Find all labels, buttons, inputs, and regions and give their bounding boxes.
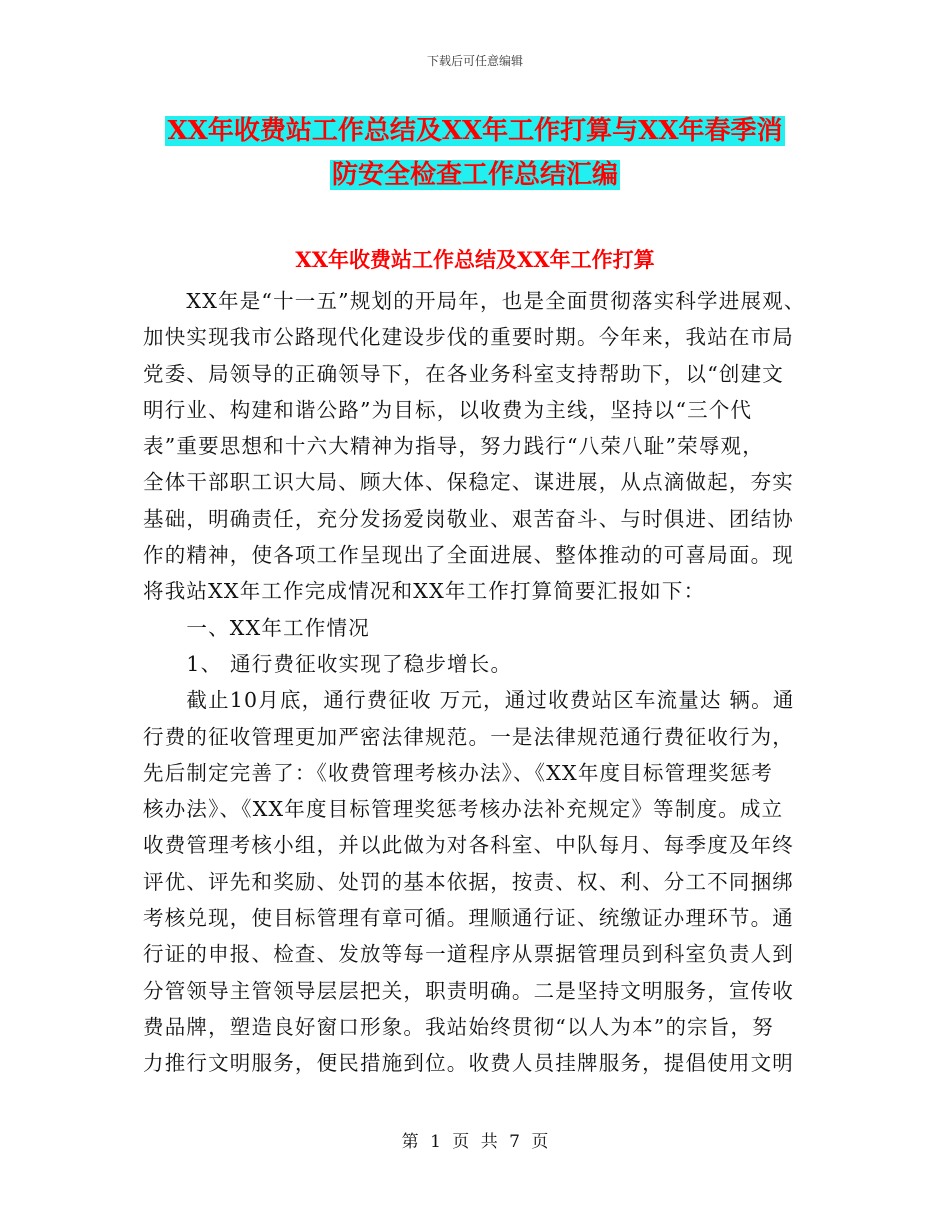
header-note: 下载后可任意编辑 [426,54,523,68]
document-title-line-1-text: XX年收费站工作总结及XX年工作打算与XX年春季消 [167,116,783,146]
body-line: 核办法》、《XX年度目标管理奖惩考核办法补充规定》等制度。成立 [143,797,784,822]
body-line: XX年是“十一五”规划的开局年，也是全面贯彻落实科学进展观、 [143,289,806,313]
body-line: 明行业、构建和谐公路”为目标，以收费为主线，坚持以“三个代 [143,397,753,422]
document-title-line-2-text: 防安全检查工作总结汇编 [331,160,618,190]
body-line: 评优、评先和奖励、处罚的基本依据，按责、权、利、分工不同捆绑 [143,869,794,894]
body-line: 1、 通行费征收实现了稳步增长。 [143,651,513,676]
body-line: 加快实现我市公路现代化建设步伐的重要时期。今年来，我站在市局 [143,325,794,350]
section-title: XX年收费站工作总结及XX年工作打算 [295,247,655,272]
body-line: 分管领导主管领导层层把关，职责明确。二是坚持文明服务，宣传收 [143,978,794,1003]
body-line: 一、XX年工作情况 [143,615,370,640]
body-line: 表”重要思想和十六大精神为指导，努力践行“八荣八耻”荣辱观， [143,434,764,459]
document-title-line-2 [0,156,950,194]
body-line: 收费管理考核小组，并以此做为对各科室、中队每月、每季度及年终 [143,833,794,858]
body-line: 全体干部职工识大局、顾大体、保稳定、谋进展，从点滴做起，夯实 [143,470,794,495]
page-number: 第 1 页 共 7 页 [401,1132,549,1152]
body-line: 考核兑现，使目标管理有章可循。理顺通行证、统缴证办理环节。通 [143,906,794,931]
body-line: 行费的征收管理更加严密法律规范。一是法律规范通行费征收行为， [143,724,794,749]
body-line: 力推行文明服务，便民措施到位。收费人员挂牌服务，提倡使用文明 [143,1051,794,1076]
body-line: 作的精神，使各项工作呈现出了全面进展、整体推动的可喜局面。现 [143,543,794,568]
body-line: 行证的申报、检查、发放等每一道程序从票据管理员到科室负责人到 [143,942,794,967]
body-line: 基础，明确责任，充分发扬爱岗敬业、艰苦奋斗、与时俱进、团结协 [143,506,794,531]
body-line: 费品牌，塑造良好窗口形象。我站始终贯彻“以人为本”的宗旨，努 [143,1014,774,1039]
body-line: 截止10月底，通行费征收 万元，通过收费站区车流量达 辆。通 [143,688,795,713]
body-text [143,283,823,1082]
body-line: 先后制定完善了：《收费管理考核办法》、《XX年度目标管理奖惩考 [143,760,774,785]
body-line: 党委、局领导的正确领导下，在各业务科室支持帮助下，以“创建文 [143,361,784,386]
body-line: 将我站XX年工作完成情况和XX年工作打算简要汇报如下： [143,579,706,604]
document-title-line-1 [0,112,950,150]
